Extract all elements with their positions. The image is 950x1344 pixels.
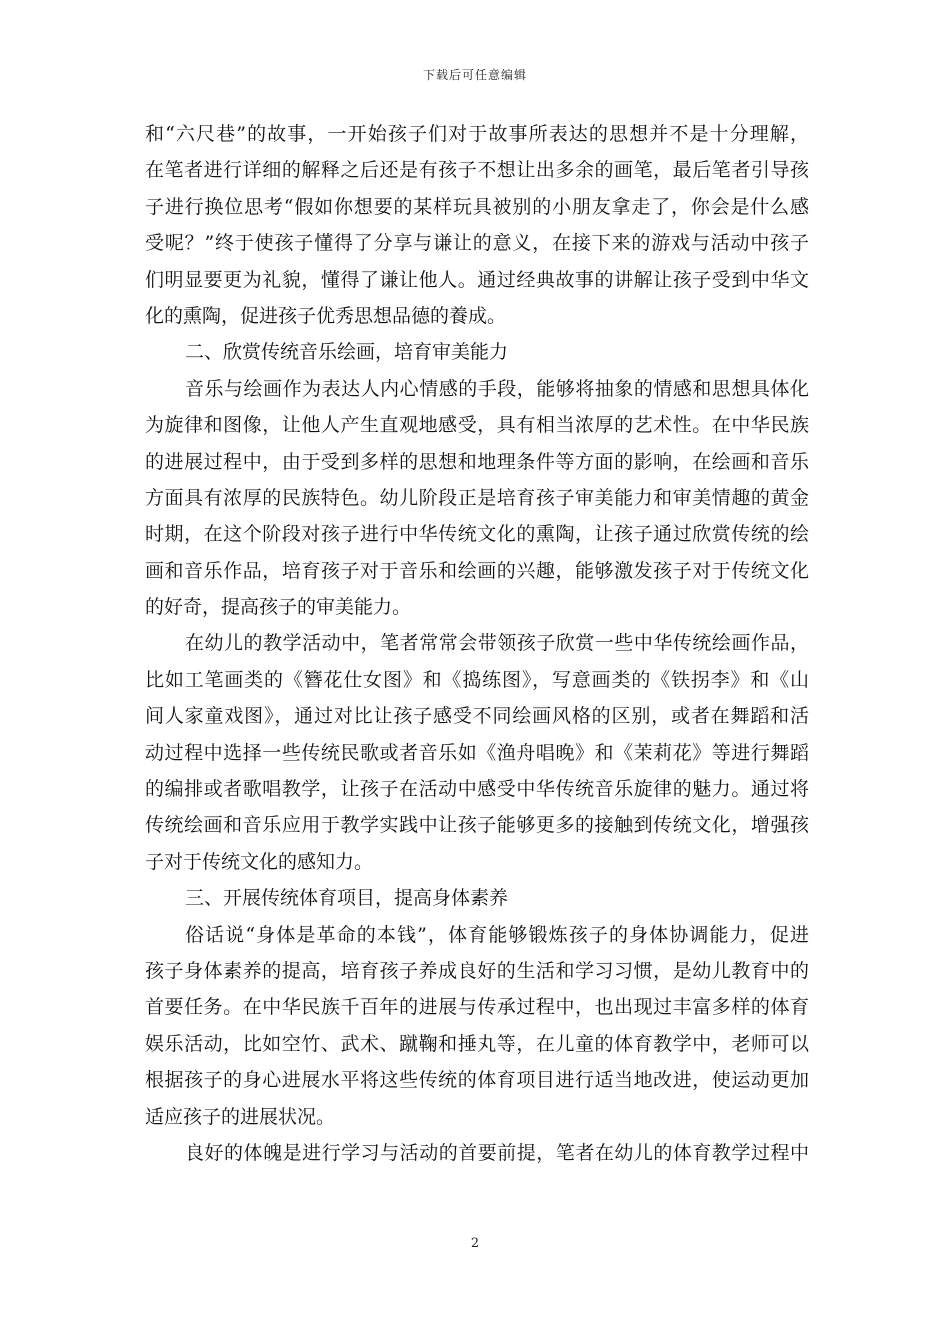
text-line: 音乐与绘画作为表达人内心情感的手段，能够将抽象的情感和思想具体化: [185, 377, 809, 400]
text-line: 在幼儿的教学活动中，笔者常常会带领孩子欣赏一些中华传统绘画作品，: [185, 632, 809, 655]
text-line: 娱乐活动，比如空竹、武术、蹴鞠和捶丸等，在儿童的体育教学中，老师可以: [145, 1032, 809, 1055]
text-line: 传统绘画和音乐应用于教学实践中让孩子能够更多的接触到传统文化，增强孩: [145, 814, 809, 837]
text-line: 受呢？”终于使孩子懂得了分享与谦让的意义，在接下来的游戏与活动中孩子: [145, 232, 809, 255]
text-line: 根据孩子的身心进展水平将这些传统的体育项目进行适当地改进，使运动更加: [145, 1069, 809, 1092]
text-line: 俗话说“身体是革命的本钱”，体育能够锻炼孩子的身体协调能力，促进: [185, 923, 809, 946]
page-header: 下载后可任意编辑: [422, 68, 527, 82]
text-line: 子对于传统文化的感知力。: [145, 850, 374, 873]
text-line: 和“六尺巷”的故事，一开始孩子们对于故事所表达的思想并不是十分理解，: [145, 123, 809, 145]
text-line: 的好奇，提高孩子的审美能力。: [145, 596, 412, 619]
text-line: 的编排或者歌唱教学，让孩子在活动中感受中华传统音乐旋律的魅力。通过将: [145, 778, 809, 801]
text-line: 二、欣赏传统音乐绘画，培育审美能力: [185, 341, 509, 364]
text-line: 在笔者进行详细的解释之后还是有孩子不想让出多余的画笔，最后笔者引导孩: [145, 159, 809, 182]
text-line: 动过程中选择一些传统民歌或者音乐如《渔舟唱晚》和《茉莉花》等进行舞蹈: [145, 741, 809, 764]
page-number: 2: [470, 1236, 480, 1251]
text-line: 孩子身体素养的提高，培育孩子养成良好的生活和学习习惯，是幼儿教育中的: [145, 959, 809, 982]
text-line: 比如工笔画类的《簪花仕女图》和《捣练图》，写意画类的《铁拐李》和《山: [145, 668, 809, 691]
document-body: [145, 116, 809, 1171]
text-line: 为旋律和图像，让他人产生直观地感受，具有相当浓厚的艺术性。在中华民族: [145, 414, 809, 437]
text-line: 适应孩子的进展状况。: [145, 1105, 336, 1128]
text-line: 子进行换位思考“假如你想要的某样玩具被别的小朋友拿走了，你会是什么感: [145, 195, 809, 218]
text-line: 的进展过程中，由于受到多样的思想和地理条件等方面的影响，在绘画和音乐: [145, 450, 809, 473]
text-line: 化的熏陶，促进孩子优秀思想品德的養成。: [145, 304, 507, 327]
text-line: 方面具有浓厚的民族特色。幼儿阶段正是培育孩子审美能力和审美情趣的黄金: [145, 486, 809, 509]
text-line: 间人家童戏图》，通过对比让孩子感受不同绘画风格的区别，或者在舞蹈和活: [145, 705, 809, 728]
text-line: 时期，在这个阶段对孩子进行中华传统文化的熏陶，让孩子通过欣赏传统的绘: [145, 523, 809, 546]
text-line: 三、开展传统体育项目，提高身体素养: [185, 887, 509, 910]
text-line: 画和音乐作品，培育孩子对于音乐和绘画的兴趣，能够激发孩子对于传统文化: [145, 559, 809, 582]
text-line: 们明显要更为礼貌，懂得了谦让他人。通过经典故事的讲解让孩子受到中华文: [145, 268, 809, 291]
text-line: 首要任务。在中华民族千百年的进展与传承过程中，也出现过丰富多样的体育: [145, 996, 809, 1019]
text-line: 良好的体魄是进行学习与活动的首要前提，笔者在幼儿的体育教学过程中: [185, 1141, 809, 1164]
